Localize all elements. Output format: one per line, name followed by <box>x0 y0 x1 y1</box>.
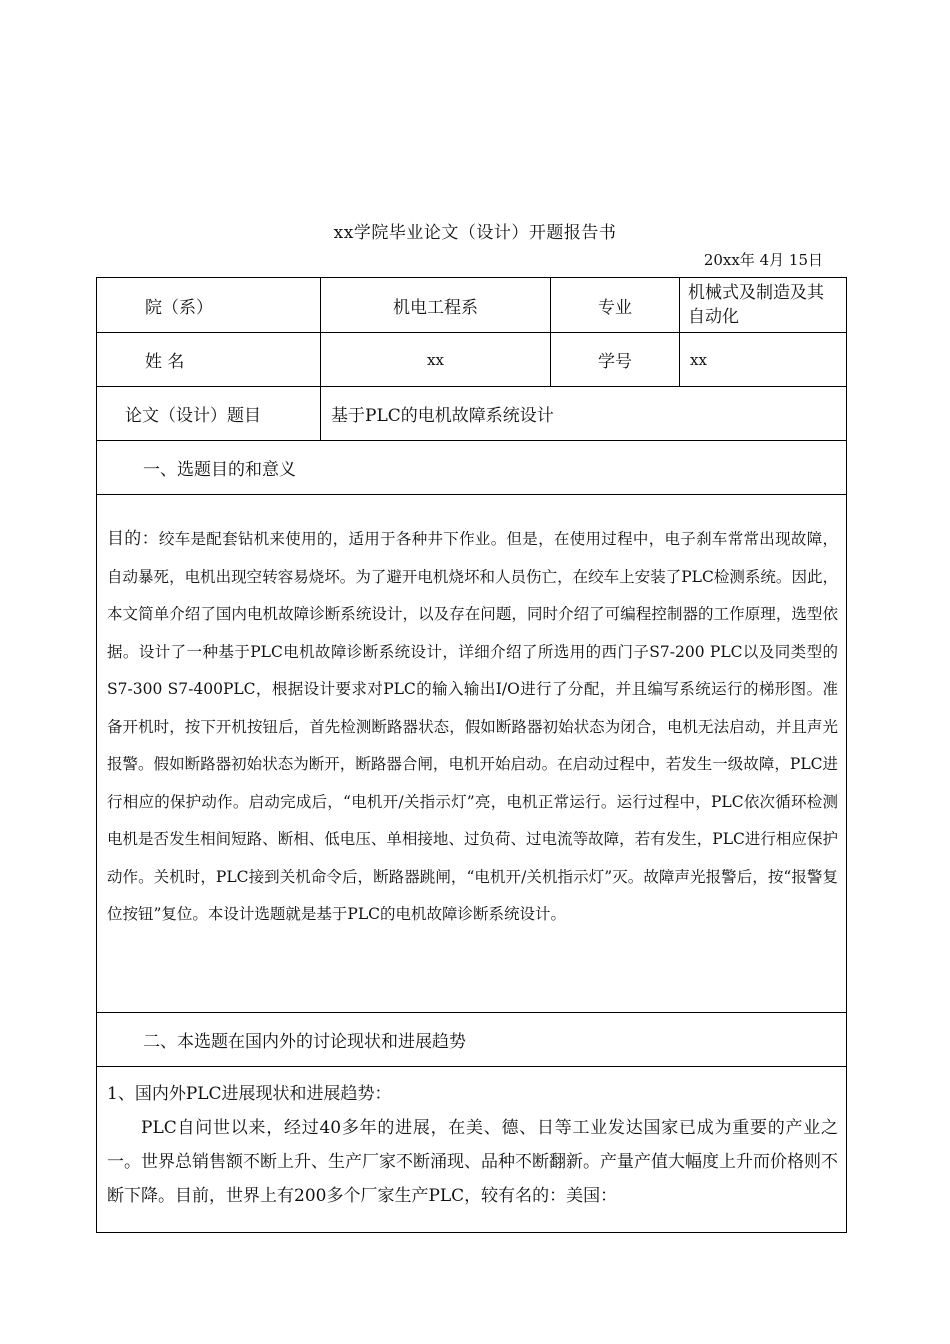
report-date: 20xx年 4月 15日 <box>703 251 823 269</box>
section2-content <box>97 1067 846 1213</box>
proposal-form-table <box>96 277 847 1233</box>
section2-paragraph: PLC自问世以来，经过40多年的进展，在美、德、日等工业发达国家已成为重要的产业之一。世界总销售额不断上升、生产厂家不断涌现、品种不断翻新。产量产值大幅度上升而价格则不断下降。目前，世界上有200多个厂家生产PLC，较有名的：美国： <box>107 1118 838 1206</box>
form-row-department <box>97 278 847 333</box>
document-title: xx学院毕业论文（设计）开题报告书 <box>333 223 617 243</box>
section1-lead: 目的： <box>107 529 159 549</box>
section1-paragraph <box>97 495 846 934</box>
major-label: 专业 <box>551 278 680 333</box>
section1-body-row <box>97 495 847 1013</box>
section2-subheading: 1、国内外PLC进展现状和进展趋势： <box>107 1084 392 1104</box>
section2-heading: 二、本选题在国内外的讨论现状和进展趋势 <box>97 1013 847 1067</box>
topic-value: 基于PLC的电机故障系统设计 <box>321 387 847 441</box>
form-row-topic <box>97 387 847 441</box>
section1-text: 绞车是配套钻机来使用的，适用于各种井下作业。但是，在使用过程中，电子刹车常常出现故障，自动暴死，电机出现空转容易烧坏。为了避开电机烧坏和人员伤亡，在绞车上安装了PLC检测系统。因此， 本文简单介绍了国内电机故障诊断系统设计，以及存在问题，同时介绍了可编程控制器的工作原理，选型依据。设计了一种基于PLC电机故障诊断系统设计，详细介绍了所选用的西门子S7-200 PLC以及同类型的S7-300 S7-400PLC，根据设计要求对PLC的输入输出I/O进行了分配，并且编写系统运行的梯形图。准备开机时，按下开机按钮后，首先检测断路器状态，假如断路器初始状态为闭合，电机无法启动，并且声光报警。假如断路器初始状态为断开，断路器合闸，电机开始启动。在启动过程中，若发生一级故障，PLC进行相应的保护动作。启动完成后，“电机开/关指示灯”亮，电机正常运行。运行过程中，PLC依次循环检测电机是否发生相间短路、断相、低电压、单相接地、过负荷、过电流等故障，若有发生，PLC进行相应保护动作。关机时，PLC接到关机命令后，断路器跳闸，“电机开/关机指示灯”灭。故障声光报警后，按“报警复位按钮”复位。本设计选题就是基于PLC的电机故障诊断系统设计。 <box>107 530 838 923</box>
section1-heading: 一、选题目的和意义 <box>97 441 847 495</box>
section2-heading-row <box>97 1013 847 1067</box>
name-value: xx <box>321 333 551 387</box>
section2-body-row <box>97 1067 847 1233</box>
section1-heading-row <box>97 441 847 495</box>
major-value: 机械式及制造及其自动化 <box>680 278 847 333</box>
form-row-name <box>97 333 847 387</box>
topic-label: 论文（设计）题目 <box>97 387 321 441</box>
dept-value: 机电工程系 <box>321 278 551 333</box>
id-value: xx <box>680 333 847 387</box>
id-label: 学号 <box>551 333 680 387</box>
dept-label: 院（系） <box>97 278 321 333</box>
name-label: 姓 名 <box>97 333 321 387</box>
